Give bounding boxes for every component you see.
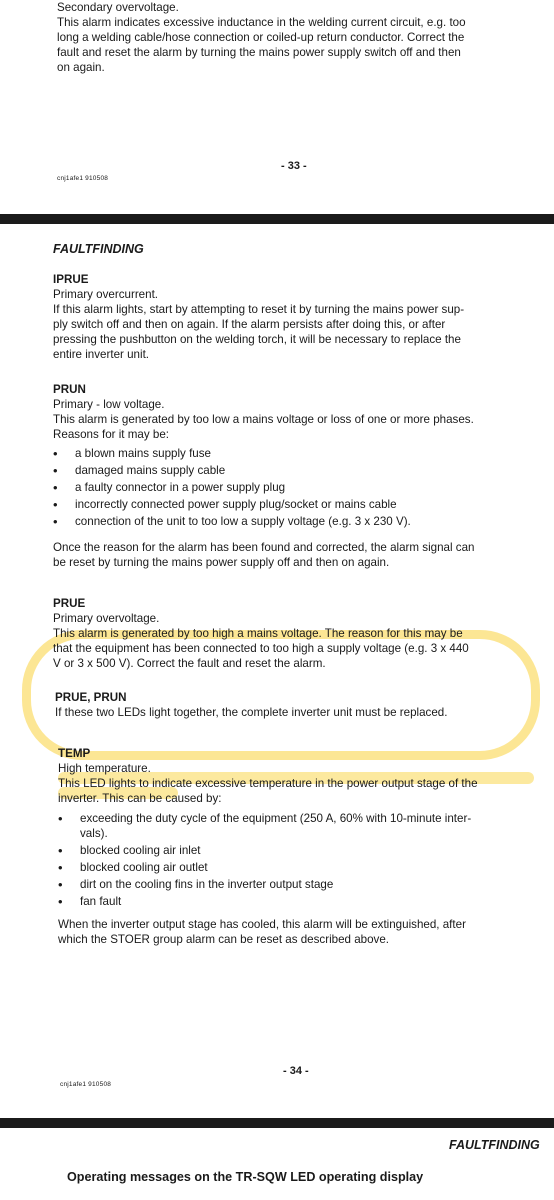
page-heading: Operating messages on the TR-SQW LED operating display: [67, 1170, 424, 1184]
temp-block: [58, 746, 548, 806]
list-item-text: damaged mains supply cable: [75, 464, 226, 477]
bullet-icon: •: [58, 811, 63, 826]
list-item: [53, 463, 543, 478]
temp-closing: [58, 917, 548, 947]
list-item: [58, 894, 544, 909]
text-line: V or 3 x 500 V). Correct the fault and reset the alarm.: [53, 657, 326, 670]
section-title: FAULTFINDING: [449, 1138, 540, 1152]
list-item: [53, 480, 543, 495]
page-divider: [0, 214, 554, 224]
text-line: Reasons for it may be:: [53, 428, 169, 441]
text-line: which the STOER group alarm can be reset as described above.: [58, 933, 390, 946]
prun-reasons-list: [53, 446, 543, 531]
bullet-icon: •: [53, 446, 58, 461]
text-line: long a welding cable/hose connection or coiled-up return conductor. Correct the: [57, 31, 465, 44]
list-item-text: a blown mains supply fuse: [75, 447, 211, 460]
text-line: If these two LEDs light together, the complete inverter unit must be replaced.: [55, 706, 448, 719]
doc-code: cnj1afe1 910508: [60, 1081, 112, 1088]
list-item-text: connection of the unit to too low a supply voltage (e.g. 3 x 230 V).: [75, 515, 411, 528]
list-item: [53, 497, 543, 512]
list-item-text: vals).: [80, 827, 108, 840]
list-item-text: blocked cooling air outlet: [80, 861, 208, 874]
text-line: fault and reset the alarm by turning the mains power supply switch off and then: [57, 46, 461, 59]
bullet-icon: •: [58, 894, 63, 909]
list-item-text: blocked cooling air inlet: [80, 844, 201, 857]
alarm-code-prun: PRUN: [53, 383, 86, 396]
text-line: Primary overcurrent.: [53, 288, 159, 301]
text-line: When the inverter output stage has cooled, this alarm will be extinguished, after: [58, 918, 466, 931]
bullet-icon: •: [53, 497, 58, 512]
prun-block: [53, 382, 543, 442]
iprue-block: [53, 272, 543, 362]
list-item-text: fan fault: [80, 895, 122, 908]
text-line: entire inverter unit.: [53, 348, 150, 361]
list-item: [58, 811, 544, 841]
text-line: Primary overvoltage.: [53, 612, 160, 625]
doc-code: cnj1afe1 910508: [57, 175, 109, 182]
bullet-icon: •: [53, 480, 58, 495]
list-item: [58, 860, 544, 875]
alarm-code-iprue: IPRUE: [53, 273, 89, 286]
list-item: [58, 843, 544, 858]
text-line: This LED lights to indicate excessive temperature in the power output stage of the: [58, 777, 478, 790]
text-line: Once the reason for the alarm has been found and corrected, the alarm signal can: [53, 541, 475, 554]
list-item: [53, 514, 543, 529]
text-line: Secondary overvoltage.: [57, 1, 179, 14]
list-item-text: exceeding the duty cycle of the equipment (250 A, 60% with 10-minute inter-: [80, 812, 472, 825]
page-number: - 33 -: [281, 160, 307, 172]
text-line: that the equipment has been connected to too high a supply voltage (e.g. 3 x 440: [53, 642, 469, 655]
text-line: ply switch off and then on again. If the alarm persists after doing this, or after: [53, 318, 446, 331]
alarm-code-prue-prun: PRUE, PRUN: [55, 691, 127, 704]
text-line: High temperature.: [58, 762, 151, 775]
text-line: If this alarm lights, start by attempting to reset it by turning the mains power sup-: [53, 303, 465, 316]
prue-block: [53, 596, 543, 671]
text-line: inverter. This can be caused by:: [58, 792, 222, 805]
temp-causes-list: [58, 811, 544, 911]
bullet-icon: •: [53, 463, 58, 478]
text-line: This alarm is generated by too high a mains voltage. The reason for this may be: [53, 627, 463, 640]
alarm-code-prue: PRUE: [53, 597, 86, 610]
text-line: Primary - low voltage.: [53, 398, 165, 411]
list-item: [53, 446, 543, 461]
text-line: on again.: [57, 61, 105, 74]
page33-text: [57, 0, 547, 75]
page-divider: [0, 1118, 554, 1128]
prue-prun-block: [55, 690, 545, 720]
text-line: This alarm indicates excessive inductance in the welding current circuit, e.g. too: [57, 16, 466, 29]
list-item-text: incorrectly connected power supply plug/socket or mains cable: [75, 498, 397, 511]
bullet-icon: •: [58, 877, 63, 892]
bullet-icon: •: [58, 843, 63, 858]
text-line: This alarm is generated by too low a mains voltage or loss of one or more phases.: [53, 413, 474, 426]
page-number: - 34 -: [283, 1065, 309, 1077]
list-item-text: dirt on the cooling fins in the inverter output stage: [80, 878, 334, 891]
alarm-code-temp: TEMP: [58, 747, 91, 760]
text-line: pressing the pushbutton on the welding torch, it will be necessary to replace the: [53, 333, 461, 346]
list-item-text: a faulty connector in a power supply plug: [75, 481, 286, 494]
bullet-icon: •: [58, 860, 63, 875]
text-line: be reset by turning the mains power supply off and then on again.: [53, 556, 390, 569]
prun-closing: [53, 540, 543, 570]
bullet-icon: •: [53, 514, 58, 529]
section-title: FAULTFINDING: [53, 242, 144, 256]
list-item: [58, 877, 544, 892]
